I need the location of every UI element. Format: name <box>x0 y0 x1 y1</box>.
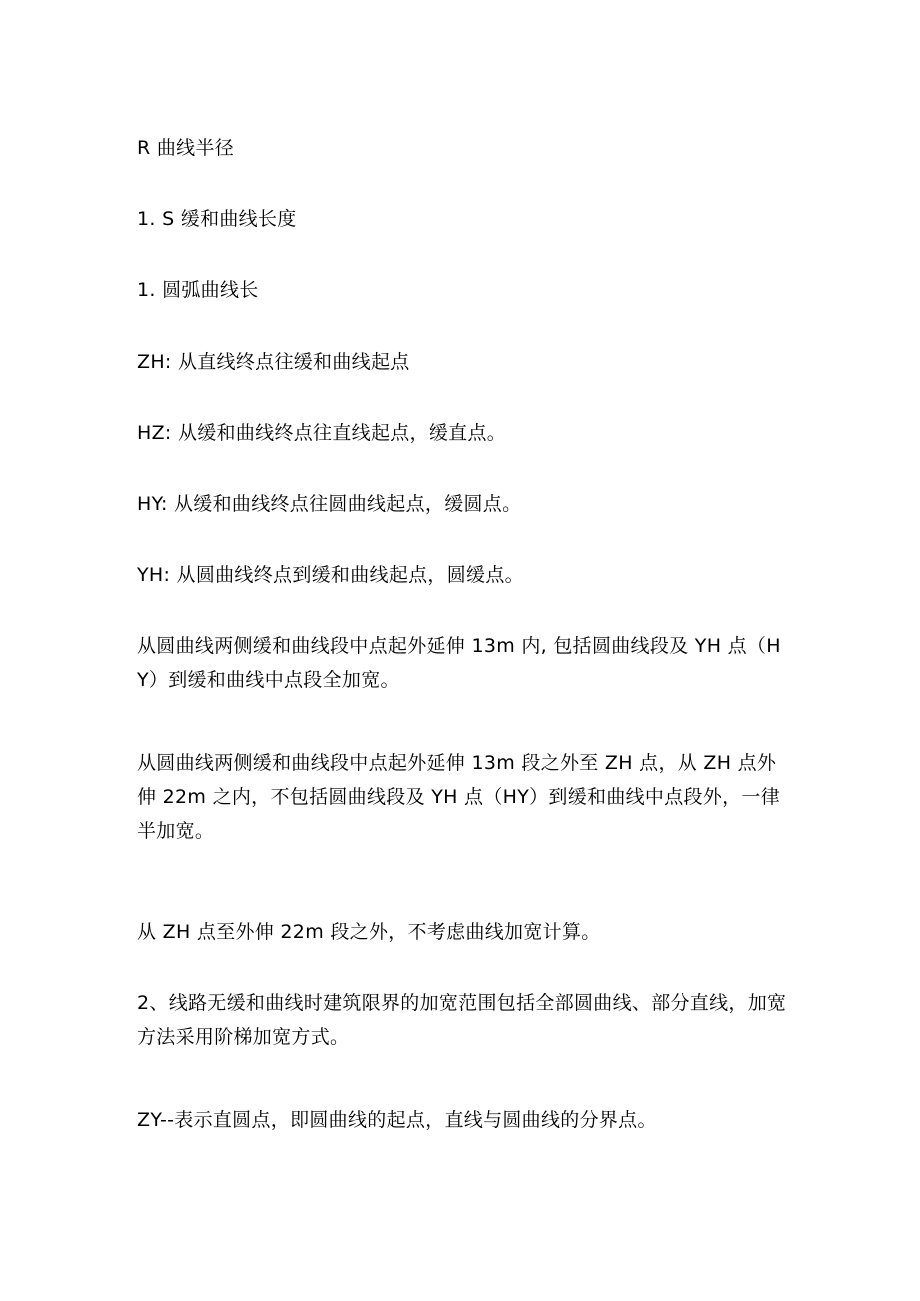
paragraph-transition-length: 1. S 缓和曲线长度 <box>137 208 297 230</box>
paragraph-half-widening: 从圆曲线两侧缓和曲线段中点起外延伸 13m 段之外至 ZH 点，从 ZH 点外伸 22m 之内，不包括圆曲线段及 YH 点（HY）到缓和曲线中点段外，一律半加宽。 <box>137 752 781 842</box>
paragraph-radius: R 曲线半径 <box>137 137 235 159</box>
paragraph-hz-definition: HZ: 从缓和曲线终点往直线起点，缓直点。 <box>137 422 507 444</box>
paragraph-yh-definition: YH: 从圆曲线终点到缓和曲线起点，圆缓点。 <box>137 564 524 586</box>
paragraph-hy-definition: HY: 从缓和曲线终点往圆曲线起点，缓圆点。 <box>137 493 522 515</box>
paragraph-no-widening: 从 ZH 点至外伸 22m 段之外，不考虑曲线加宽计算。 <box>137 921 601 943</box>
paragraph-zy-definition: ZY--表示直圆点，即圆曲线的起点，直线与圆曲线的分界点。 <box>137 1109 657 1131</box>
paragraph-full-widening: 从圆曲线两侧缓和曲线段中点起外延伸 13m 内, 包括圆曲线段及 YH 点（HY）到缓和曲线中点段全加宽。 <box>137 635 781 691</box>
paragraph-zh-definition: ZH: 从直线终点往缓和曲线起点 <box>137 351 410 373</box>
paragraph-step-widening: 2、线路无缓和曲线时建筑限界的加宽范围包括全部圆曲线、部分直线，加宽方法采用阶梯加宽方式。 <box>137 992 787 1048</box>
paragraph-arc-length: 1. 圆弧曲线长 <box>137 279 259 301</box>
